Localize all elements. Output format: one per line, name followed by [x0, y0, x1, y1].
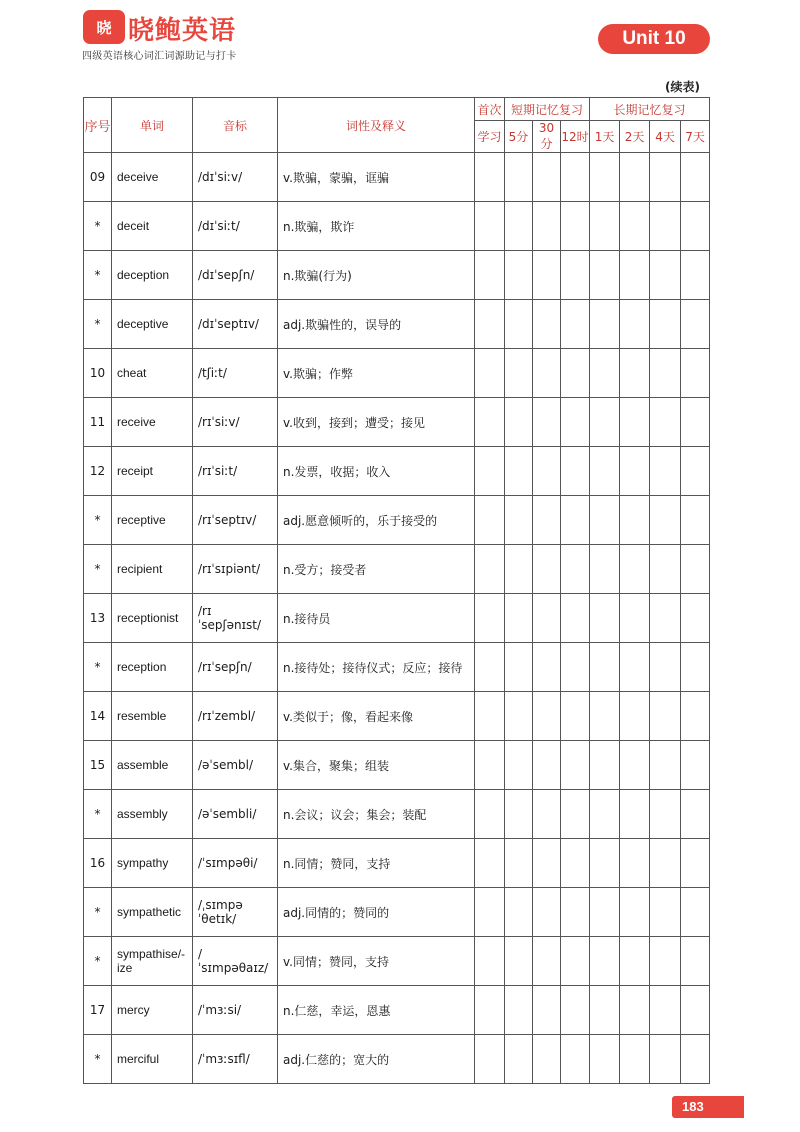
- checkoff-box[interactable]: [650, 692, 681, 741]
- checkoff-box[interactable]: [590, 202, 620, 251]
- row-ipa: /rɪˈsepʃn/: [193, 643, 278, 692]
- checkoff-box[interactable]: [681, 594, 710, 643]
- row-index: 09: [84, 153, 112, 202]
- checkoff-box[interactable]: [620, 1035, 650, 1084]
- checkoff-box[interactable]: [650, 741, 681, 790]
- checkoff-box[interactable]: [533, 741, 561, 790]
- checkoff-box[interactable]: [533, 839, 561, 888]
- row-word: recipient: [112, 545, 193, 594]
- checkoff-box[interactable]: [475, 545, 505, 594]
- row-word: sympathy: [112, 839, 193, 888]
- checkoff-box[interactable]: [650, 643, 681, 692]
- row-index: 13: [84, 594, 112, 643]
- checkoff-box[interactable]: [533, 153, 561, 202]
- checkoff-box[interactable]: [561, 839, 590, 888]
- vocab-table: [83, 97, 710, 1084]
- row-index: 10: [84, 349, 112, 398]
- row-index: *: [84, 790, 112, 839]
- row-definition: n.欺骗(行为): [278, 251, 475, 300]
- table-row: [84, 986, 710, 1035]
- table-row: [84, 251, 710, 300]
- logo-text: 晓: [96, 18, 112, 37]
- row-definition: adj.同情的；赞同的: [278, 888, 475, 937]
- checkoff-box[interactable]: [475, 202, 505, 251]
- row-definition: n.会议；议会；集会；装配: [278, 790, 475, 839]
- row-index: *: [84, 937, 112, 986]
- checkoff-box[interactable]: [620, 251, 650, 300]
- checkoff-box[interactable]: [505, 741, 533, 790]
- checkoff-box[interactable]: [620, 202, 650, 251]
- row-word: assemble: [112, 741, 193, 790]
- header-interval-2d: 2天: [620, 121, 650, 153]
- checkoff-box[interactable]: [561, 937, 590, 986]
- row-word: sympathetic: [112, 888, 193, 937]
- header-short-term: 短期记忆复习: [505, 98, 590, 121]
- row-index: *: [84, 496, 112, 545]
- table-row: [84, 643, 710, 692]
- checkoff-box[interactable]: [590, 986, 620, 1035]
- checkoff-box[interactable]: [620, 153, 650, 202]
- checkoff-box[interactable]: [681, 447, 710, 496]
- checkoff-box[interactable]: [650, 594, 681, 643]
- checkoff-box[interactable]: [561, 741, 590, 790]
- checkoff-box[interactable]: [650, 202, 681, 251]
- checkoff-box[interactable]: [533, 349, 561, 398]
- checkoff-box[interactable]: [620, 888, 650, 937]
- checkoff-box[interactable]: [505, 692, 533, 741]
- checkoff-box[interactable]: [681, 692, 710, 741]
- row-ipa: /əˈsembl/: [193, 741, 278, 790]
- checkoff-box[interactable]: [650, 986, 681, 1035]
- header-interval-5min: 5分: [505, 121, 533, 153]
- checkoff-box[interactable]: [590, 153, 620, 202]
- row-ipa: /ˈsɪmpəθi/: [193, 839, 278, 888]
- checkoff-box[interactable]: [475, 839, 505, 888]
- checkoff-box[interactable]: [620, 643, 650, 692]
- table-row: [84, 545, 710, 594]
- checkoff-box[interactable]: [533, 300, 561, 349]
- row-ipa: /ˌsɪmpəˈθetɪk/: [193, 888, 278, 937]
- checkoff-box[interactable]: [650, 790, 681, 839]
- checkoff-box[interactable]: [620, 839, 650, 888]
- checkoff-box[interactable]: [681, 496, 710, 545]
- table-row: [84, 496, 710, 545]
- table-row: [84, 349, 710, 398]
- continued-label: (续表): [665, 80, 700, 94]
- checkoff-box[interactable]: [475, 986, 505, 1035]
- row-definition: v.收到，接到；遭受；接见: [278, 398, 475, 447]
- checkoff-box[interactable]: [620, 692, 650, 741]
- checkoff-box[interactable]: [505, 643, 533, 692]
- header-index: 序号: [84, 98, 112, 153]
- table-row: [84, 153, 710, 202]
- page-number: 183: [672, 1096, 744, 1118]
- checkoff-box[interactable]: [620, 986, 650, 1035]
- checkoff-box[interactable]: [533, 202, 561, 251]
- checkoff-box[interactable]: [533, 790, 561, 839]
- checkoff-box[interactable]: [590, 692, 620, 741]
- row-ipa: /rɪˈsiːt/: [193, 447, 278, 496]
- header-definition: 词性及释义: [278, 98, 475, 153]
- checkoff-box[interactable]: [650, 251, 681, 300]
- header-first-study-bottom: 学习: [475, 121, 505, 153]
- row-ipa: /rɪˈsɪpiənt/: [193, 545, 278, 594]
- checkoff-box[interactable]: [650, 349, 681, 398]
- row-index: *: [84, 300, 112, 349]
- book-subtitle: 四级英语核心词汇词源助记与打卡: [82, 51, 237, 62]
- checkoff-box[interactable]: [620, 545, 650, 594]
- checkoff-box[interactable]: [681, 202, 710, 251]
- checkoff-box[interactable]: [475, 888, 505, 937]
- checkoff-box[interactable]: [533, 251, 561, 300]
- checkoff-box[interactable]: [650, 937, 681, 986]
- checkoff-box[interactable]: [475, 447, 505, 496]
- row-index: *: [84, 545, 112, 594]
- checkoff-box[interactable]: [681, 545, 710, 594]
- checkoff-box[interactable]: [505, 986, 533, 1035]
- checkoff-box[interactable]: [533, 692, 561, 741]
- checkoff-box[interactable]: [681, 1035, 710, 1084]
- row-definition: n.同情；赞同，支持: [278, 839, 475, 888]
- checkoff-box[interactable]: [650, 1035, 681, 1084]
- row-word: deception: [112, 251, 193, 300]
- checkoff-box[interactable]: [561, 545, 590, 594]
- row-definition: adj.欺骗性的，误导的: [278, 300, 475, 349]
- row-ipa: /ˈmɜːsi/: [193, 986, 278, 1035]
- checkoff-box[interactable]: [620, 300, 650, 349]
- table-row: [84, 300, 710, 349]
- checkoff-box[interactable]: [650, 545, 681, 594]
- row-definition: n.受方；接受者: [278, 545, 475, 594]
- row-definition: n.接待员: [278, 594, 475, 643]
- checkoff-box[interactable]: [533, 937, 561, 986]
- row-definition: v.集合，聚集；组装: [278, 741, 475, 790]
- row-index: *: [84, 1035, 112, 1084]
- checkoff-box[interactable]: [561, 692, 590, 741]
- row-word: mercy: [112, 986, 193, 1035]
- checkoff-box[interactable]: [561, 496, 590, 545]
- checkoff-box[interactable]: [620, 937, 650, 986]
- checkoff-box[interactable]: [681, 251, 710, 300]
- checkoff-box[interactable]: [681, 888, 710, 937]
- checkoff-box[interactable]: [681, 741, 710, 790]
- row-index: 16: [84, 839, 112, 888]
- checkoff-box[interactable]: [475, 741, 505, 790]
- checkoff-box[interactable]: [681, 790, 710, 839]
- checkoff-box[interactable]: [561, 447, 590, 496]
- row-ipa: /rɪˈsiːv/: [193, 398, 278, 447]
- checkoff-box[interactable]: [681, 398, 710, 447]
- checkoff-box[interactable]: [475, 349, 505, 398]
- checkoff-box[interactable]: [620, 398, 650, 447]
- checkoff-box[interactable]: [561, 300, 590, 349]
- brand-title: 晓鲍英语: [128, 16, 237, 46]
- checkoff-box[interactable]: [475, 594, 505, 643]
- checkoff-box[interactable]: [590, 643, 620, 692]
- table-row: [84, 594, 710, 643]
- row-index: *: [84, 251, 112, 300]
- checkoff-box[interactable]: [533, 398, 561, 447]
- checkoff-box[interactable]: [590, 496, 620, 545]
- row-ipa: /rɪˈzembl/: [193, 692, 278, 741]
- row-definition: v.同情；赞同，支持: [278, 937, 475, 986]
- row-word: deceit: [112, 202, 193, 251]
- checkoff-box[interactable]: [561, 1035, 590, 1084]
- row-word: sympathise/-ize: [112, 937, 193, 986]
- table-row: [84, 1035, 710, 1084]
- header-ipa: 音标: [193, 98, 278, 153]
- checkoff-box[interactable]: [533, 545, 561, 594]
- row-word: reception: [112, 643, 193, 692]
- checkoff-box[interactable]: [505, 545, 533, 594]
- checkoff-box[interactable]: [590, 839, 620, 888]
- checkoff-box[interactable]: [505, 1035, 533, 1084]
- row-word: receptionist: [112, 594, 193, 643]
- row-index: 14: [84, 692, 112, 741]
- checkoff-box[interactable]: [475, 790, 505, 839]
- checkoff-box[interactable]: [561, 643, 590, 692]
- checkoff-box[interactable]: [505, 937, 533, 986]
- row-definition: n.仁慈，幸运，恩惠: [278, 986, 475, 1035]
- row-word: deceptive: [112, 300, 193, 349]
- header-word: 单词: [112, 98, 193, 153]
- checkoff-box[interactable]: [590, 447, 620, 496]
- checkoff-box[interactable]: [561, 888, 590, 937]
- row-index: 17: [84, 986, 112, 1035]
- row-ipa: /rɪˈseptɪv/: [193, 496, 278, 545]
- checkoff-box[interactable]: [590, 349, 620, 398]
- checkoff-box[interactable]: [650, 447, 681, 496]
- checkoff-box[interactable]: [505, 594, 533, 643]
- checkoff-box[interactable]: [505, 251, 533, 300]
- table-row: [84, 398, 710, 447]
- checkoff-box[interactable]: [505, 398, 533, 447]
- checkoff-box[interactable]: [561, 153, 590, 202]
- checkoff-box[interactable]: [561, 790, 590, 839]
- checkoff-box[interactable]: [475, 1035, 505, 1084]
- header-first-study-top: 首次: [475, 98, 505, 121]
- row-ipa: /rɪˈsepʃənɪst/: [193, 594, 278, 643]
- row-ipa: /ˈmɜːsɪfl/: [193, 1035, 278, 1084]
- row-word: assembly: [112, 790, 193, 839]
- checkoff-box[interactable]: [590, 888, 620, 937]
- table-row: [84, 790, 710, 839]
- table-row: [84, 839, 710, 888]
- header-interval-12h: 12时: [561, 121, 590, 153]
- row-definition: v.欺骗；作弊: [278, 349, 475, 398]
- checkoff-box[interactable]: [561, 202, 590, 251]
- row-index: *: [84, 202, 112, 251]
- row-definition: adj.仁慈的；宽大的: [278, 1035, 475, 1084]
- checkoff-box[interactable]: [590, 398, 620, 447]
- row-definition: n.接待处；接待仪式；反应；接待: [278, 643, 475, 692]
- row-ipa: /tʃiːt/: [193, 349, 278, 398]
- row-index: *: [84, 643, 112, 692]
- checkoff-box[interactable]: [561, 398, 590, 447]
- header-interval-4d: 4天: [650, 121, 681, 153]
- checkoff-box[interactable]: [590, 594, 620, 643]
- checkoff-box[interactable]: [650, 153, 681, 202]
- checkoff-box[interactable]: [590, 251, 620, 300]
- checkoff-box[interactable]: [533, 594, 561, 643]
- checkoff-box[interactable]: [590, 545, 620, 594]
- checkoff-box[interactable]: [533, 496, 561, 545]
- row-word: receipt: [112, 447, 193, 496]
- table-row: [84, 937, 710, 986]
- checkoff-box[interactable]: [590, 937, 620, 986]
- row-ipa: /dɪˈsiːt/: [193, 202, 278, 251]
- brand-logo: [83, 10, 125, 44]
- row-definition: v.类似于；像，看起来像: [278, 692, 475, 741]
- checkoff-box[interactable]: [681, 153, 710, 202]
- checkoff-box[interactable]: [533, 888, 561, 937]
- checkoff-box[interactable]: [505, 300, 533, 349]
- checkoff-box[interactable]: [590, 1035, 620, 1084]
- header-interval-1d: 1天: [590, 121, 620, 153]
- row-word: receptive: [112, 496, 193, 545]
- checkoff-box[interactable]: [505, 888, 533, 937]
- checkoff-box[interactable]: [505, 153, 533, 202]
- checkoff-box[interactable]: [650, 300, 681, 349]
- checkoff-box[interactable]: [681, 986, 710, 1035]
- checkoff-box[interactable]: [561, 251, 590, 300]
- checkoff-box[interactable]: [475, 643, 505, 692]
- row-definition: n.欺骗，欺诈: [278, 202, 475, 251]
- table-row: [84, 202, 710, 251]
- row-index: 11: [84, 398, 112, 447]
- checkoff-box[interactable]: [650, 888, 681, 937]
- checkoff-box[interactable]: [590, 300, 620, 349]
- checkoff-box[interactable]: [681, 300, 710, 349]
- checkoff-box[interactable]: [681, 643, 710, 692]
- checkoff-box[interactable]: [505, 202, 533, 251]
- checkoff-box[interactable]: [505, 349, 533, 398]
- checkoff-box[interactable]: [620, 447, 650, 496]
- row-word: receive: [112, 398, 193, 447]
- unit-badge: Unit 10: [598, 24, 710, 54]
- checkoff-box[interactable]: [620, 349, 650, 398]
- row-definition: v.欺骗，蒙骗，诓骗: [278, 153, 475, 202]
- row-ipa: /dɪˈsiːv/: [193, 153, 278, 202]
- header-interval-30min: 30分: [533, 121, 561, 153]
- checkoff-box[interactable]: [620, 496, 650, 545]
- checkoff-box[interactable]: [533, 447, 561, 496]
- checkoff-box[interactable]: [505, 839, 533, 888]
- table-row: [84, 888, 710, 937]
- header-interval-7d: 7天: [681, 121, 710, 153]
- checkoff-box[interactable]: [533, 1035, 561, 1084]
- checkoff-box[interactable]: [475, 153, 505, 202]
- table-row: [84, 447, 710, 496]
- checkoff-box[interactable]: [681, 937, 710, 986]
- checkoff-box[interactable]: [561, 594, 590, 643]
- checkoff-box[interactable]: [505, 790, 533, 839]
- row-word: deceive: [112, 153, 193, 202]
- table-row: [84, 692, 710, 741]
- row-ipa: /əˈsembli/: [193, 790, 278, 839]
- checkoff-box[interactable]: [681, 349, 710, 398]
- checkoff-box[interactable]: [590, 741, 620, 790]
- header-long-term: 长期记忆复习: [590, 98, 710, 121]
- checkoff-box[interactable]: [620, 790, 650, 839]
- checkoff-box[interactable]: [475, 251, 505, 300]
- row-word: resemble: [112, 692, 193, 741]
- checkoff-box[interactable]: [561, 349, 590, 398]
- row-word: cheat: [112, 349, 193, 398]
- checkoff-box[interactable]: [590, 790, 620, 839]
- row-index: 12: [84, 447, 112, 496]
- row-index: *: [84, 888, 112, 937]
- row-ipa: /dɪˈsepʃn/: [193, 251, 278, 300]
- table-row: [84, 741, 710, 790]
- checkoff-box[interactable]: [475, 300, 505, 349]
- checkoff-box[interactable]: [533, 643, 561, 692]
- checkoff-box[interactable]: [620, 594, 650, 643]
- checkoff-box[interactable]: [650, 839, 681, 888]
- checkoff-box[interactable]: [475, 398, 505, 447]
- checkoff-box[interactable]: [681, 839, 710, 888]
- row-word: merciful: [112, 1035, 193, 1084]
- row-definition: n.发票，收据；收入: [278, 447, 475, 496]
- checkoff-box[interactable]: [505, 447, 533, 496]
- row-definition: adj.愿意倾听的，乐于接受的: [278, 496, 475, 545]
- checkoff-box[interactable]: [650, 398, 681, 447]
- checkoff-box[interactable]: [561, 986, 590, 1035]
- checkoff-box[interactable]: [475, 937, 505, 986]
- checkoff-box[interactable]: [475, 496, 505, 545]
- checkoff-box[interactable]: [505, 496, 533, 545]
- row-ipa: /ˈsɪmpəθaɪz/: [193, 937, 278, 986]
- checkoff-box[interactable]: [650, 496, 681, 545]
- row-index: 15: [84, 741, 112, 790]
- checkoff-box[interactable]: [533, 986, 561, 1035]
- checkoff-box[interactable]: [475, 692, 505, 741]
- checkoff-box[interactable]: [620, 741, 650, 790]
- row-ipa: /dɪˈseptɪv/: [193, 300, 278, 349]
